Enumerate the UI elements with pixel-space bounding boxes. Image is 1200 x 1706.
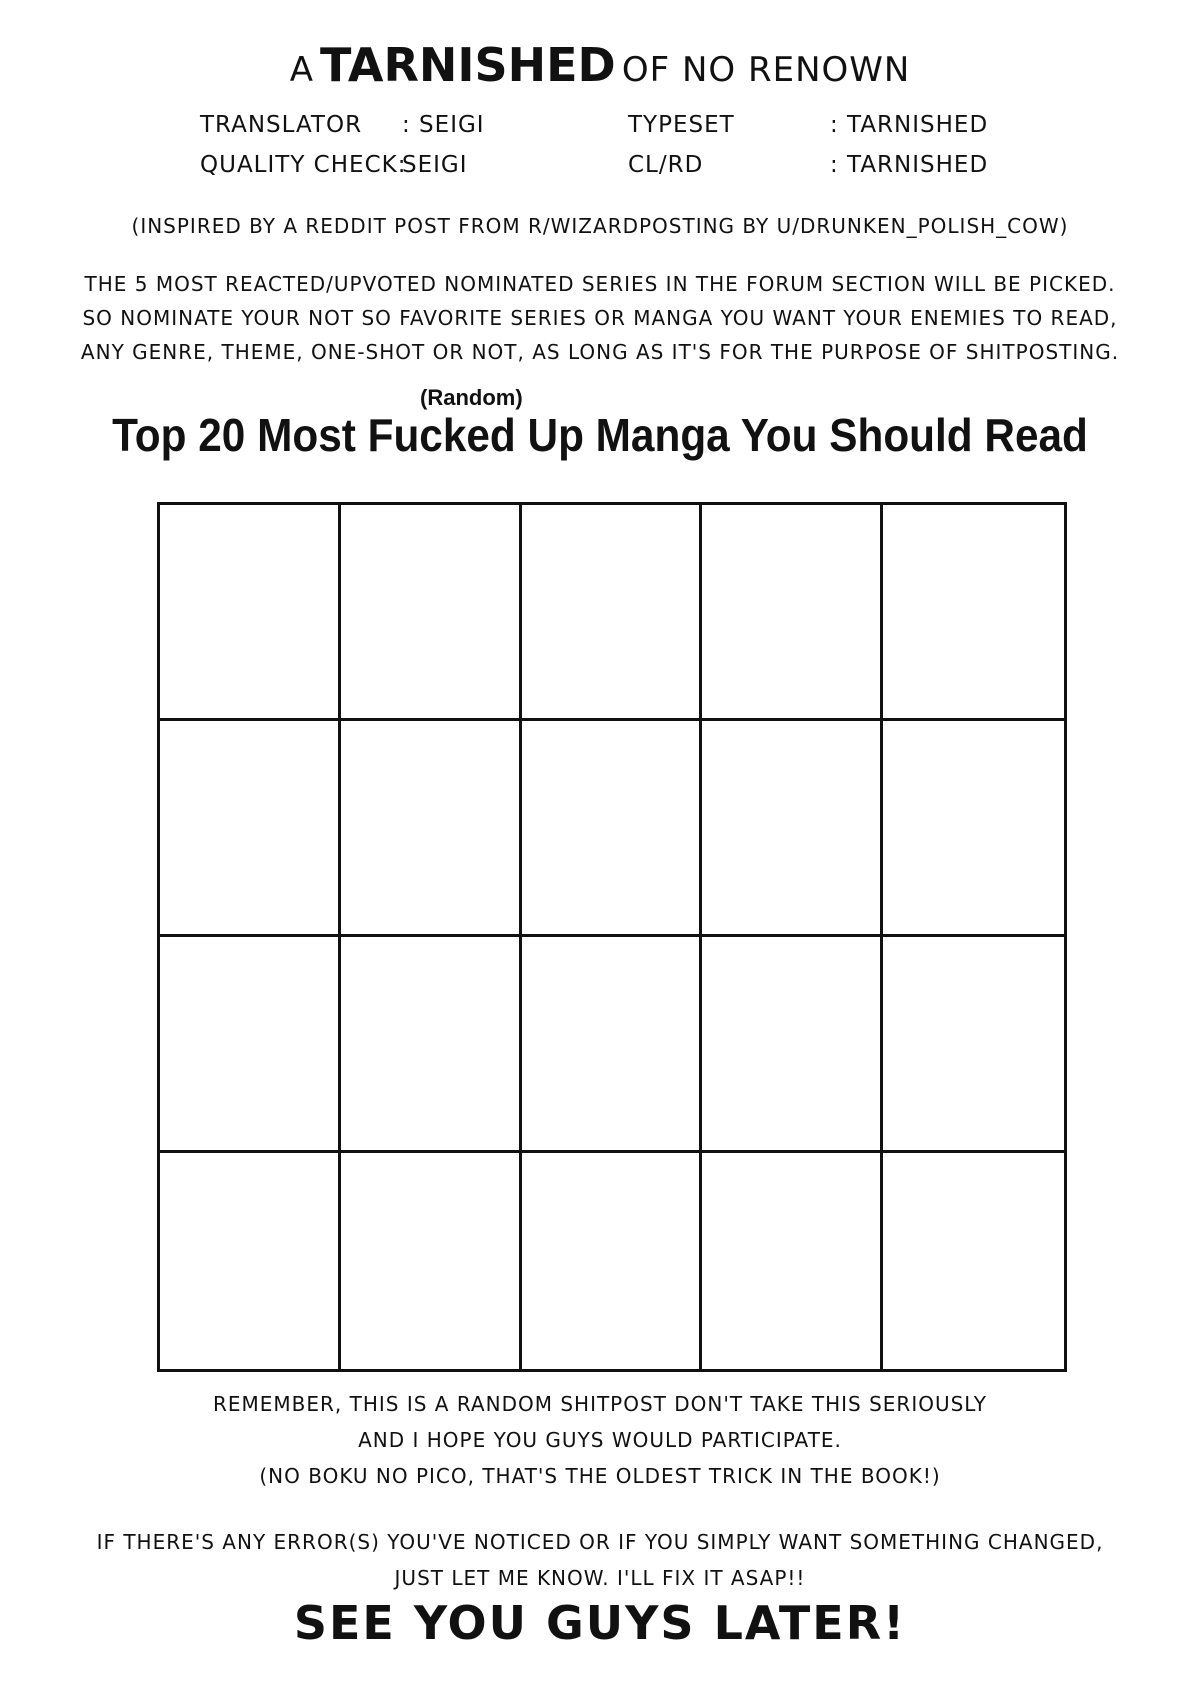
grid-cell [341,1153,522,1369]
remember-line: AND I HOPE YOU GUYS WOULD PARTICIPATE. [358,1428,842,1452]
page-title: Top 20 Most Fucked Up Manga You Should Read [112,409,1088,461]
rules-line: ANY GENRE, THEME, ONE-SHOT OR NOT, AS LONG AS IT'S FOR THE PURPOSE OF SHITPOSTING. [80,340,1120,364]
credit-name: : SEIGI [402,112,485,138]
grid-cell [341,937,522,1153]
credit-name: : TARNISHED [830,112,989,138]
group-title-suffix: OF NO RENOWN [621,50,911,90]
credit-row [200,112,1020,152]
credits [200,112,1020,192]
credit-row [200,152,1020,192]
error-line: JUST LET ME KNOW. I'LL FIX IT ASAP!! [394,1566,806,1590]
rules-line: SO NOMINATE YOUR NOT SO FAVORITE SERIES OR MANGA YOU WANT YOUR ENEMIES TO READ, [82,306,1118,330]
grid-cell [522,1153,703,1369]
grid-cell [883,937,1064,1153]
grid-cell [522,937,703,1153]
grid-cell [702,937,883,1153]
credit-role: TYPESET [628,112,735,138]
grid-cell [160,937,341,1153]
remember-line: REMEMBER, THIS IS A RANDOM SHITPOST DON'T TAKE THIS SERIOUSLY [213,1392,987,1416]
credit-name: : TARNISHED [830,152,989,178]
grid-cell [702,721,883,937]
grid-cell [160,505,341,721]
group-title-prefix: A [289,50,314,90]
rules-text [0,272,1200,374]
credit-name: SEIGI [402,152,468,178]
remember-line: (NO BOKU NO PICO, THAT'S THE OLDEST TRICK IN THE BOOK!) [259,1464,941,1488]
grid-cell [341,721,522,937]
credit-role: TRANSLATOR [200,112,363,138]
grid-cell [160,721,341,937]
grid-cell [160,1153,341,1369]
rules-line: THE 5 MOST REACTED/UPVOTED NOMINATED SERIES IN THE FORUM SECTION WILL BE PICKED. [84,272,1116,296]
remember-note [0,1392,1200,1500]
group-title [0,38,1200,92]
grid-cell [883,721,1064,937]
grid-cell [702,505,883,721]
manga-grid [157,502,1067,1372]
group-title-highlight: TARNISHED [320,38,616,92]
grid-cell [522,721,703,937]
title-annotation: (Random) [420,385,523,410]
credit-role: CL/RD [628,152,704,178]
error-line: IF THERE'S ANY ERROR(S) YOU'VE NOTICED OR IF YOU SIMPLY WANT SOMETHING CHANGED, [96,1530,1104,1554]
inspiration-note: (INSPIRED BY A REDDIT POST FROM R/WIZARDPOSTING BY U/DRUNKEN_POLISH_COW) [131,214,1069,238]
grid-cell [883,1153,1064,1369]
closing-text: SEE YOU GUYS LATER! [293,1596,907,1650]
error-note [0,1530,1200,1602]
grid-cell [522,505,703,721]
grid-cell [341,505,522,721]
credit-role: QUALITY CHECK: [200,152,407,178]
grid-cell [702,1153,883,1369]
grid-cell [883,505,1064,721]
